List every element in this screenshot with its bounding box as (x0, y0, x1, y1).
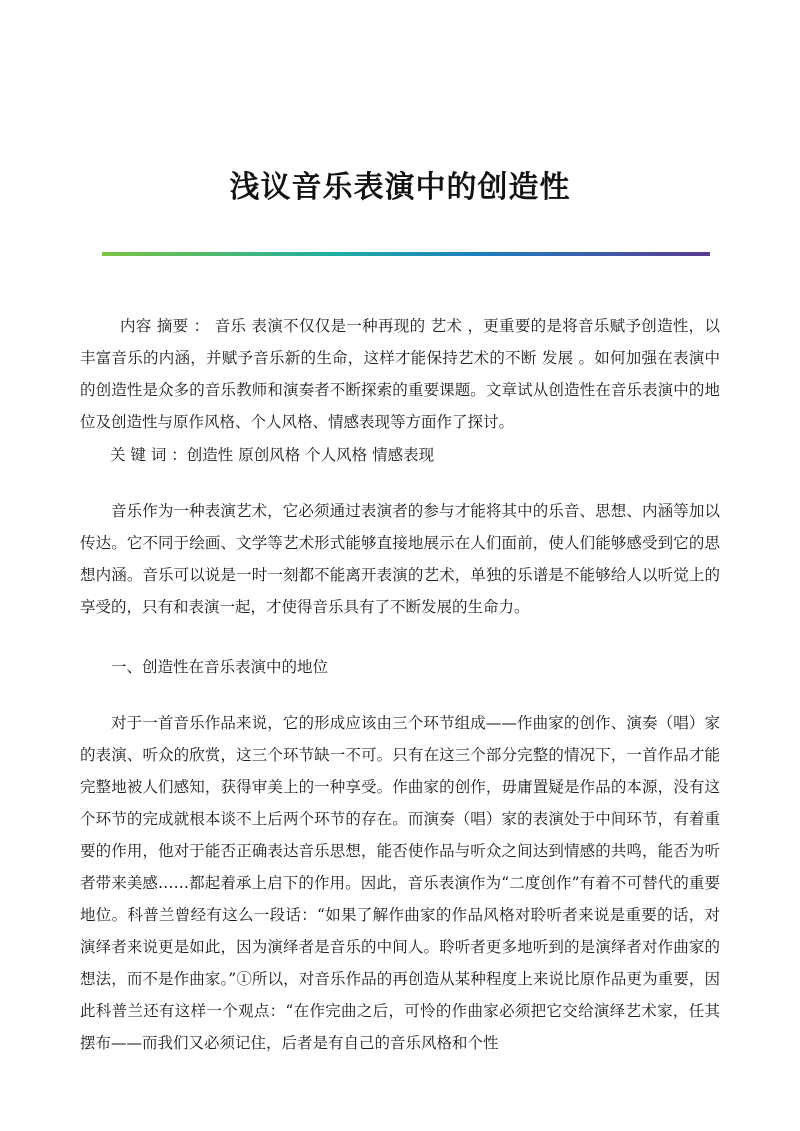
section-heading (80, 651, 720, 683)
keywords-line: 关 键 词 ：创造性 原创风格 个人风格 情感表现 (110, 446, 435, 464)
abstract-section (80, 310, 720, 438)
abstract-paragraph: 内容 摘要 ： 音乐 表演不仅仅是一种再现的 艺术 ，更重要的是将音乐赋予创造性，以丰富音乐的内涵，并赋予音乐新的生命，这样才能保持艺术的不断 发展 。如何加强在表演中的创造性是众多的音乐教师和演奏者不断探索的重要课题。文章试从创造性在音乐表演中的地位及创造性与原作风格、个人风格、情感表现等方面作了探讨。 (80, 317, 720, 431)
section-body (80, 707, 720, 1059)
document-title: 浅议音乐表演中的创造性 (229, 170, 571, 205)
title-divider (102, 252, 710, 256)
keywords-section (80, 439, 720, 471)
section-body-paragraph: 对于一首音乐作品来说，它的形成应该由三个环节组成——作曲家的创作、演奏（唱）家的表演、听众的欣赏，这三个环节缺一不可。只有在这三个部分完整的情况下，一首作品才能完整地被人们感知，获得审美上的一种享受。作曲家的创作，毋庸置疑是作品的本源，没有这个环节的完成就根本谈不上后两个环节的存在。而演奏（唱）家的表演处于中间环节，有着重要的作用，他对于能否正确表达音乐思想，能否使作品与听众之间达到情感的共鸣，能否为听者带来美感……都起着承上启下的作用。因此，音乐表演作为“二度创作”有着不可替代的重要地位。科普兰曾经有这么一段话：“如果了解作曲家的作品风格对聆听者来说是重要的话，对演绎者来说更是如此，因为演绎者是音乐的中间人。聆听者更多地听到的是演绎者对作曲家的想法，而不是作曲家。”①所以，对音乐作品的再创造从某种程度上来说比原作品更为重要，因此科普兰还有这样一个观点：“在作完曲之后，可怜的作曲家必须把它交给演绎艺术家，任其摆布——而我们又必须记住，后者是有自己的音乐风格和个性 (80, 714, 720, 1052)
intro-paragraph: 音乐作为一种表演艺术，它必须通过表演者的参与才能将其中的乐音、思想、内涵等加以传达。它不同于绘画、文学等艺术形式能够直接地展示在人们面前，使人们能够感受到它的思想内涵。音乐可以说是一时一刻都不能离开表演的艺术，单独的乐谱是不能够给人以听觉上的享受的，只有和表演一起，才使得音乐具有了不断发展的生命力。 (80, 502, 720, 616)
intro-section (80, 495, 720, 623)
section-heading-text: 一、创造性在音乐表演中的地位 (111, 658, 329, 676)
